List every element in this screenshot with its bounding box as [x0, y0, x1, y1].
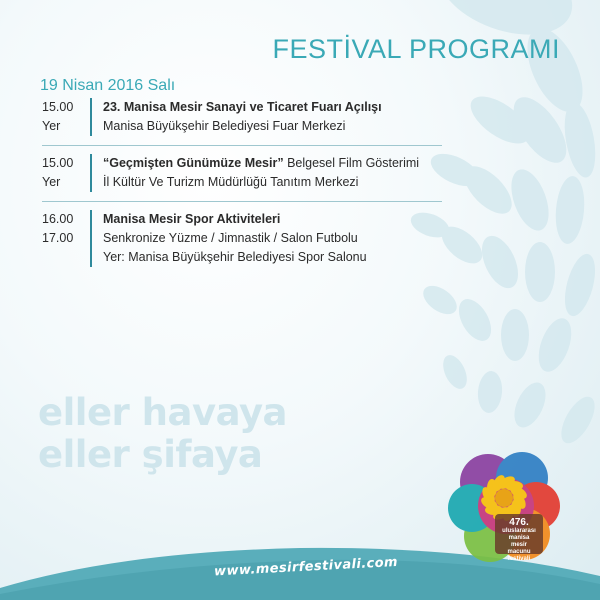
event-title-line	[103, 154, 462, 173]
logo-number: 476.	[509, 517, 529, 528]
event-item	[42, 154, 462, 192]
event-time: 15.00	[42, 100, 74, 114]
page-title: FESTİVAL PROGRAMI	[272, 34, 560, 64]
logo-line-5: festivali	[507, 556, 531, 562]
event-title-rest: Belgesel Film Gösterimi	[283, 156, 420, 170]
event-title: “Geçmişten Günümüze Mesir”	[103, 156, 284, 170]
event-divider-line	[90, 98, 92, 136]
event-details	[103, 210, 462, 267]
logo-line-3: mesir	[510, 542, 527, 548]
slogan	[38, 392, 287, 476]
event-details	[103, 154, 462, 192]
event-time-secondary: Yer	[42, 119, 61, 133]
event-times	[42, 98, 90, 136]
event-time-secondary: Yer	[42, 175, 61, 189]
event-activities: Senkronize Yüzme / Jimnastik / Salon Futbolu	[103, 231, 358, 245]
event-details	[103, 98, 462, 136]
event-time-secondary: 17.00	[42, 231, 74, 245]
event-place: Manisa Büyükşehir Belediyesi Fuar Merkezi	[103, 119, 346, 133]
slogan-line-1: eller havaya	[38, 391, 288, 434]
event-title: 23. Manisa Mesir Sanayi ve Ticaret Fuarı Açılışı	[103, 100, 382, 114]
event-divider-line	[90, 210, 92, 267]
website-link[interactable]: www.mesirfestivali.com	[213, 554, 399, 580]
logo-line-1: uluslararası	[502, 528, 536, 534]
event-title: Manisa Mesir Spor Aktiviteleri	[103, 212, 281, 226]
event-place: İl Kültür Ve Turizm Müdürlüğü Tanıtım Merkezi	[103, 175, 359, 189]
event-times	[42, 210, 90, 267]
event-time: 15.00	[42, 156, 74, 170]
logo-line-2: manisa	[508, 535, 530, 541]
slogan-line-2: eller şifaya	[38, 433, 263, 476]
event-time: 16.00	[42, 212, 74, 226]
event-separator	[42, 201, 442, 202]
event-list	[42, 98, 462, 267]
program-date: 19 Nisan 2016 Salı	[40, 77, 176, 94]
event-divider-line	[90, 154, 92, 192]
logo-line-4: macunu	[507, 549, 531, 555]
event-item	[42, 98, 462, 136]
event-times	[42, 154, 90, 192]
event-separator	[42, 145, 442, 146]
logo-text	[497, 517, 541, 563]
event-place: Yer: Manisa Büyükşehir Belediyesi Spor Salonu	[103, 250, 367, 264]
event-item	[42, 210, 462, 267]
